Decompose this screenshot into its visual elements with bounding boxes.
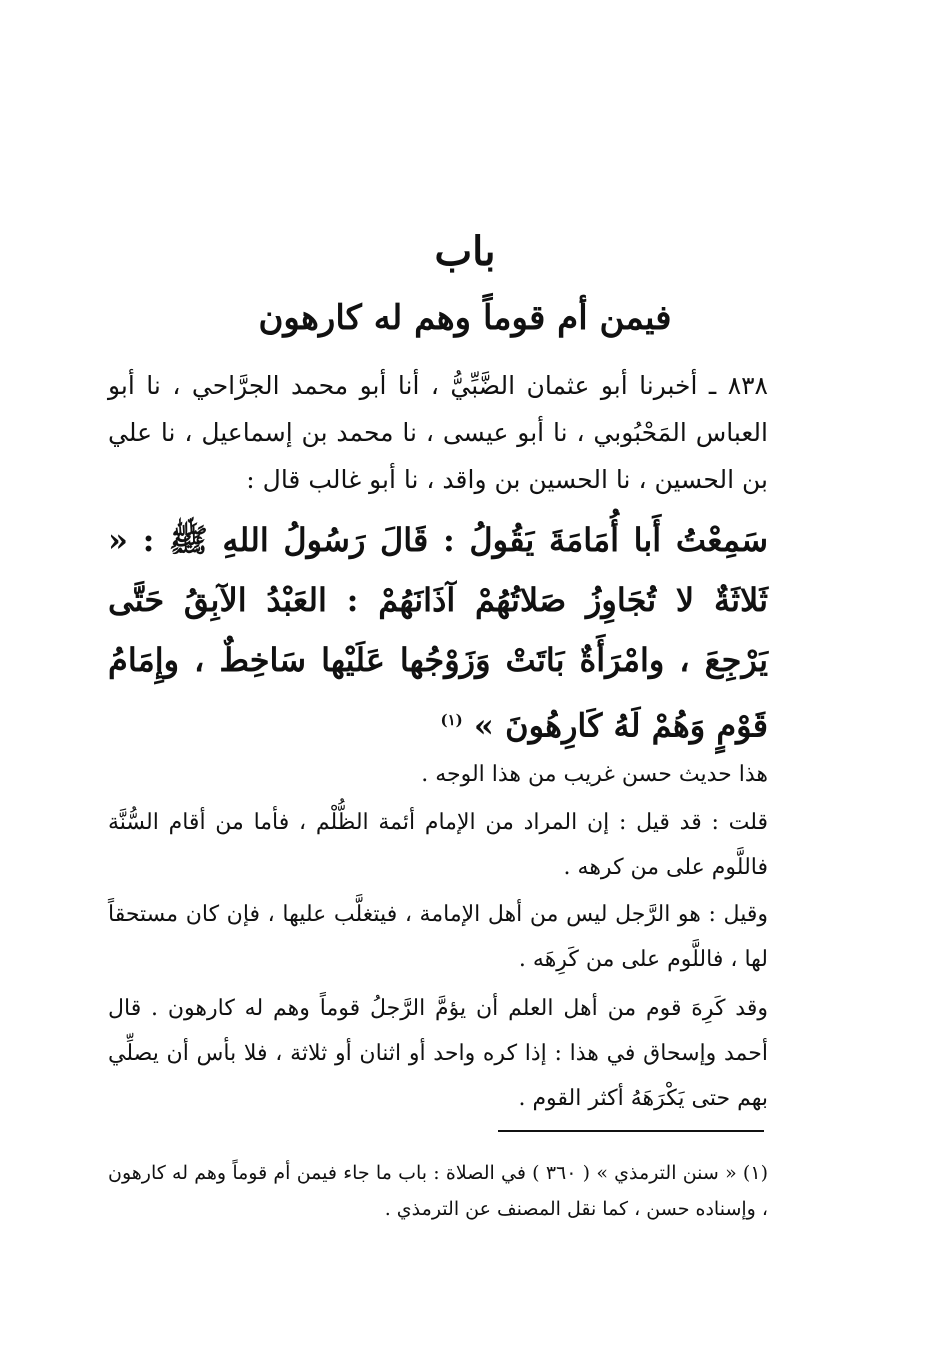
commentary-paragraph-2: وقيل : هو الرَّجل ليس من أهل الإمامة ، فيتغلَّب عليها ، فإن كان مستحقاً لها ، فاللَّوم على من كَرِهَه . [108, 902, 768, 972]
commentary-paragraph-3: وقد كَرِهَ قوم من أهل العلم أن يؤمَّ الرَّجلُ قوماً وهم له كارهون . قال أحمد وإسحاق في هذا : إذا كره واحد أو اثنان أو ثلاثة ، فلا بأس أن يصلِّي بهم حتى يَكْرَهَهُ أكثر القوم . [108, 996, 768, 1111]
chapter-subheading: فيمن أم قوماً وهم له كارهون [258, 298, 672, 338]
commentary-paragraph-1: قلت : قد قيل : إن المراد من الإمام أئمة الظُّلْم ، فأما من أقام السُّنَّة فاللَّوم على من كرهه . [108, 810, 768, 880]
chapter-heading: باب [434, 228, 496, 275]
footnote-divider [498, 1130, 764, 1132]
footnote-text: (١) « سنن الترمذي » ( ٣٦٠ ) في الصلاة : باب ما جاء فيمن أم قوماً وهم له كارهون ، وإسناده حسن ، كما نقل المصنف عن الترمذي . [108, 1162, 768, 1220]
hadith-isnad: ٨٣٨ ـ أخبرنا أبو عثمان الضَّبِّيُّ ، أنا أبو محمد الجرَّاحي ، نا أبو العباس المَحْبُوبي ، نا أبو عيسى ، نا محمد بن إسماعيل ، نا علي بن الحسين ، نا الحسين بن واقد ، نا أبو غالب قال : [108, 371, 768, 494]
hadith-text: سَمِعْتُ أَبا أُمَامَةَ يَقُولُ : قَالَ رَسُولُ اللهِ ﷺ : « ثَلاثَةٌ لا تُجَاوِزُ صَلاتُهُمْ آذَانَهُمْ : العَبْدُ الآبِقُ حَتَّى يَرْجِعَ ، وامْرَأَةٌ بَاتَتْ وَزَوْجُها عَلَيْها سَاخِطٌ ، وإِمَامُ قَوْمٍ وَهُمْ لَهُ كَارِهُونَ » [108, 521, 768, 745]
hadith-text-block [108, 510, 768, 756]
hadith-grading: هذا حديث حسن غريب من هذا الوجه . [421, 762, 768, 787]
footnote-marker: (١) [440, 711, 463, 729]
